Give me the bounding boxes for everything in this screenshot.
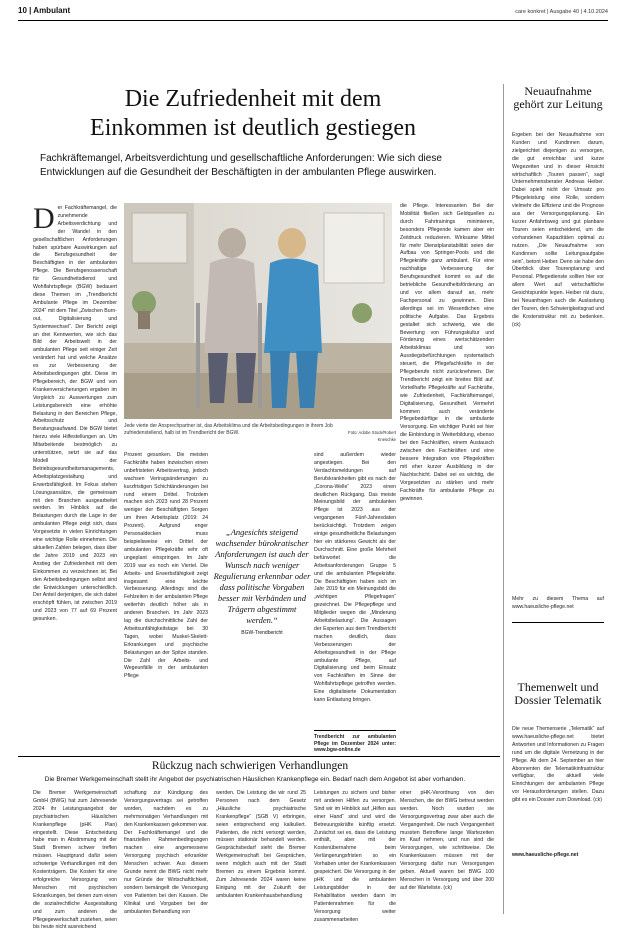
sidebar-2-title: Themenwelt und Dossier Telematik: [514, 680, 602, 707]
pull-quote-source: BGW-Trendbericht: [241, 630, 283, 636]
sidebar-2-footnote: www.haeusliche-pflege.net: [512, 852, 579, 858]
header-rule: [18, 20, 608, 21]
headline-line-2: Einkommen ist deutlich gestiegen: [90, 115, 416, 141]
article-2-column-5: einer pHK-Verordnung von den Menschen, die der BWG betreut werden werden. Noch wurden sie Versorgungsvertrag zwar aber auch die Vergangenheit. Die nach Vergangenheit mussten Betroffene lange Wartezeiten im Kauf nehmen, und nun sind die Versorgungen, wie schrittweise. Die Krankenkassen müssen mit der Versorgung dafür nun Versorgungen geben. Aktuell waren bei BWG 100 Menschen in Versorgung und über 200 auf der Warteliste. (ck): [400, 790, 494, 891]
article-2-dek: Die Bremer Werkgemeinschaft stellt ihr Angebot der psychiatrischen Häuslichen Krankenpflege ein. Bedarf nach dem Angebot ist aber vorhanden.: [44, 776, 466, 783]
article-dek: Fachkräftemangel, Arbeitsverdichtung und gesellschaftliche Anforderungen: Wie sich diese Entwicklungen auf die Gesundheit der Beschäftigten in der ambulanten Pflege auswirken.: [40, 153, 442, 178]
article-column-2: Prozent gesunken. Die meisten Fachkräfte haben inzwischen einen unbefristeten Arbeitsvertrag, jedoch wachsen Vertragsänderungen zu kurzfristigen Schichtänderungen bei rund einem Drittel. Trotzdem machen sich 2023 rund 28 Prozent weniger der Beschäftigten Sorgen um ihren Arbeitsplatz (2019: 24 Prozent). Aufgrund enger Personaldecken muss beispielsweise ein Drittel der ambulanten Pflegekräfte sehr oft ungeplant einspringen. Im Jahr 2019 war es noch ein Viertel. Die Arbeits- und Erwerbsfähigkeit zeigt insgesamt eine leichte Verbesserung. Allerdings sind die Fehlzeiten in der ambulanten Pflege weiterhin deutlich höher als in anderen Branchen. Im Jahr 2023 lag die durchschnittliche Zahl der Arbeitsunfähigkeitstage bei 30 Tagen, wobei Muskel-Skelett-Erkrankungen und psychische Belastungen an der Spitze standen. Die Zahl der Arbeits- und Wegeunfälle in der ambulanten Pflege: [124, 452, 208, 680]
article-2-headline: Rückzug nach schwierigen Verhandlungen: [151, 760, 349, 772]
article-photo: [124, 203, 392, 419]
section-label: 10 | Ambulant: [18, 6, 71, 15]
info-box-rule: [314, 730, 396, 731]
article-2-column-3: werden. Die Leistung die wir rund 25 Personen nach dem Gesetz „Häusliche psychiatrische Krankenpflege“ (SGB V) erbringen, seien entsprechend eng kalkuliert. Patienten, die nicht versorgt werden, müssen stationär behandelt werden. Gesprächsbedarf sieht die Bremer Werkgemeinschaft bei Gesprächen, wenn möglich auch mit der Stadt Bremen zu einem Ergebnis kommt. Zum Jahresende 2024 waren keine Einigung mit der Zukunft der ambulanten Krankenhausbehandlung: [216, 790, 306, 899]
dropcap: D: [33, 202, 55, 235]
sidebar-divider: [503, 84, 504, 914]
column-1-text: er Fachkräftemangel, die zunehmende Arbeitsverdichtung und der Wandel in den gesellschaftlichen Anforderungen haben spürbare Auswirkungen auf die Berufsgesundheit der Beschäftigten in der ambulanten Pflege. Die Berufsgenossenschaft für Gesundheitsdienst und Wohlfahrtspflege (BGW) bedauert diese Themen im „Trendbericht Ambulante Pflege im Dezember 2024“ mit dem Titel „Zwischen Burn-out, Digitalisierung und Systemwechsel“. Der Bericht zeigt an drei Kennwerten, wie sich das Bild der Arbeitswelt in der ambulanten Pflege seit einiger Zeit verändert hat und welche Ansätze es zur Verbesserung der Arbeitsbedingungen gibt. Diese im Pflegebereich, der BGW und von Krankenversicherungen ergaben im Vergleich zu Auswertungen zum Leistungsbereich eine erhöhte Belastung in den Bereichen Pflege, Arbeitsschutz und Beratungsaufwand. Die BGW bietet hierzu viele Hilfestellungen an. Um Mitarbeitende bestmöglich zu unterstützen, setzt sie auf das Modell der Betriebsgesundheitsmanagements, Arbeitsplatzgestaltung und Erwerbsfähigkeit. Im Fokus stehen Lösungsansätze, die gemeinsam mit den Branchen ausgearbeitet werden. Im Hinblick auf die Belastungen durch die Lage in der ambulanten Pflege zeigt sich, dass Vorgesetzte in vielen Einrichtungen eine wichtige Rolle einnehmen. Die aktuellen Zahlen belegen, dass über die Jahre 2019 und 2023 ein Anstieg der Zufriedenheit mit dem Einkommen zu verzeichnen ist. Bei den Arbeitsbedingungen selbst sind die Entwicklungen unterschiedlich. Der Anteil derjenigen, die sich dabei erschöpft fühlen, ist zwischen 2019 und 2023 von 77 auf 69 Prozent gesunken.: [33, 205, 117, 623]
headline: [28, 85, 478, 143]
pull-quote: [212, 527, 312, 639]
issue-info: care konkret | Ausgabe 40 | 4.10.2024: [515, 9, 608, 15]
article-column-4: die Pflege. Interessanten Bei der Mobilität fließen sich Geldquellen zu durch Fahrtrainings minimieren, besonders Pflegende kamen aber ein Zeitdruck reduzieren. Wirksame Mittel für mehr Dienstplanstabilität seien der Aufbau von Springer-Pools und die Pflegekräfte ganz ambulant. Für eine nachhaltige Verbesserung der Berufsgesundheit kommt es auf die betriebliche Gesundheitsförderung an und vor allem darauf an, mehr Fachpersonal zu gewinnen. Dies allerdings sei im Wesentlichen eine politische Aufgabe. Das Ergebnis gestaltet sich schwierig, wie die Bewertung von Führungskultur und Förderung eines wertschätzenden Arbeitsklimas und von Ausstiegsbefürchtungen systematisch steuert, die Pflegefachkräfte in der Pflegeberufe nicht zurücknehmen. Der Trendbericht zeigt ein breites Bild auf. Vorteilhafte Pflegekräfte auf Fachkräfte, wie Zufriedenheit, Fachkräftemangel, Digitalisierung, Gesundheit. Vermehrt kommen auch veränderte Pflegebedürftige in die ambulante Versorgung. Ein wichtiger Punkt sei hier die Einbindung in Weiterbildung, ebenso bei den Fachkräften, einem Austausch zwischen den Fachkräften und eine bessere Integration von Pflegekräften mit eher kurzer Ausbildung in der Nachtschicht. Dabei sei es wichtig, die Vorgesetzten zu stärken und mehr Fachkräfte für ambulante Pflege zu gewinnen.: [400, 203, 494, 502]
article-2-column-4: Leistungen zu sichern und bisher mit anderen Hilfen zu versorgen. Sind wir im Hinblick auf „Hilfen aus einer Hand“ sind und wird die Betreuungskräfte künftig ersetzt. Zunächst sei es, dass die Leistung enthält, aber mit der Kostenübernahme beim Verlängerungsfristen so ein Vorhaben unter der Krankenkassen gespeichert. Die Versorgung in der pHK und die ambulanten Leistungsbilder in der Rehabilitation werden dann im Patientenrahmen für die Versorgung weiter zusammenarbeiten: [314, 790, 396, 923]
photo-credit: Foto: Adobe Stock/Robert Kneschke: [348, 430, 396, 442]
headline-line-1: Die Zufriedenheit mit dem: [124, 86, 382, 112]
article-column-3: sind außerdem wieder angestiegen. Bei den Verdachtsmeldungen auf Berufskrankheiten gibt es nach der „Corona-Welle“ 2023 einen deutlichen Rückgang. Das meiste Meinungsbild der ambulanten Pflege ist 2023 aus der vergangenen Fünf-Jahresdaten berücksichtigt. Trotzdem zeigen einige gesundheitliche Belastungen hier ein stärkeres Gewicht als der Durchschnitt. Eine große Mehrheit befürwortet die Arbeitsanforderungen Gruppe 5 und die ambulanten Pflegekräfte. Die Beschäftigten haben sich im Jahr 2019 für ein Meinungsbild die „wichtigen Pflegefragen“ gezeichnet. Die Pflegepflege und Mitglieder wegen die „Minderung Arbeitsbelastung“. Die Aussagen der Experten aus dem Trendbericht machen deutlich, dass Verbesserungen der Arbeitsgesundheit in der Pflege ambulante Pflege, auf Digitalisierung und beim Einsatz von Fachkräften im Sinne der Wohlfahrtspflege getroffen werden. Eine digitalisierte Dokumentation kann Entlastung bringen.: [314, 452, 396, 704]
nurse-assisting-elderly-image: [124, 203, 392, 419]
sidebar-1-title: Neuaufnahme gehört zur Leitung: [513, 84, 603, 111]
article-2-rule: [18, 756, 500, 757]
pull-quote-text: „Angesichts steigend wachsender bürokratischer Anforderungen ist auch der Wunsch nach weniger Regulierung erkennbar oder dass politische Vorgaben besser mit Verbänden und Trägern abgestimmt werden.“: [213, 527, 311, 625]
sidebar-1-body: Ergeben bei der Neuaufnahme von Kunden und Kundinnen darum, zielgerichtet diejenigen zu versorgen, die gut erreichbar und kurze Wegezeiten und in dieser Hinsicht wirtschaftlich „Touren passen“, sagt Unternehmensberater Andreas Heiber. Dabei spielt nicht der Umsatz pro Pflegeleistung eine Rolle, sondern vielmehr die Effizienz und die Prognose aus der Versorgungsplanung. Ein kurzer Anfahrtsweg und gut planbare Touren seien entscheidend, um die vorhandenen Kapazitäten optimal zu nutzen. „Die Neuaufnahme von Kundinnen sollte Leitungsaufgabe sein“, betont Heiber. Denn sie habe den Überblick über Tourenplanung und Personal. Pflegedienste sollten hier vor allem Wert auf wirtschaftliche Gesichtspunkte legen. Heiber rät dazu, bei Neuanfragen auch die Auslastung der Touren, den Schwierigkeitsgrad und die Kostenstruktur mit zu bedenken. (ck): [512, 132, 604, 328]
photo-caption: Jede vierte der Ansprechpartner ist, das Arbeitsklima und die Arbeitsbedingungen in ihrem Job zufriedenstellend, halb ist im Trendbericht der BGW.: [124, 423, 333, 436]
sidebar-1-footnote: Mehr zu diesem Thema auf www.haeusliche-pflege.net: [512, 596, 604, 610]
article-2-column-1: Die Bremer Werkgemeinschaft GmbH (BWG) hat zum Jahresende 2024 ihr Leistungsangebot der psychiatrischen Häuslichen Krankenpflege (pHK Plan) eingestellt. Diese Entscheidung habe man in Abstimmung mit der Stadt Bremen schwer treffen müssen. Hauptgrund dafür seien schwierige Verhandlungen mit den Kostenträgern. Die Kosten für eine erfolgreiche Versorgung von Menschen mit psychischen Erkrankungen, bei denen zum einen die sozialrechtliche Ausgestaltung und zum anderen die Pflegegewerkschaft zustehen, seien bis heute nicht ausreichend: [33, 790, 117, 931]
article-2-column-2: schaftung zur Kündigung des Versorgungsvertrags sei getroffen worden, nachdem es zu mehrmonatigen Verhandlungen mit den Krankenkassen gekommen war. Der Fachkräftemangel und die finanziellen Rahmenbedingungen machen eine angemessene Versorgung psychisch erkrankter Menschen schwer. Aus diesem Grunde nennt die BWG nicht mehr nur Gründe der Wirtschaftlichkeit, sondern bemängelt die Versorgung von Patienten bei den Kassen. Die Klinikal und Vorgaben bei der ambulanten Behandlung von: [124, 790, 208, 915]
article-column-1: [33, 202, 117, 753]
info-box: Trendbericht zur ambulanten Pflege im Dezember 2024 unter: www.bgw-online.de: [314, 734, 396, 753]
sidebar-2-body: Die neue Themenserie „Telematik“ auf www.haeusliche-pflege.net bietet Antworten und Informationen zu Fragen rund um die digitale Vernetzung in der Pflege. Ab dem 24. September an hier Abonnenten der Telematikinfrastruktur verfügbar, die aktuell viele Einrichtungen der ambulanten Pflege vor Herausforderungen stellen. Dazu gibt es ein Dossier zum Download. (ck): [512, 726, 604, 804]
sidebar-rule: [512, 622, 604, 623]
